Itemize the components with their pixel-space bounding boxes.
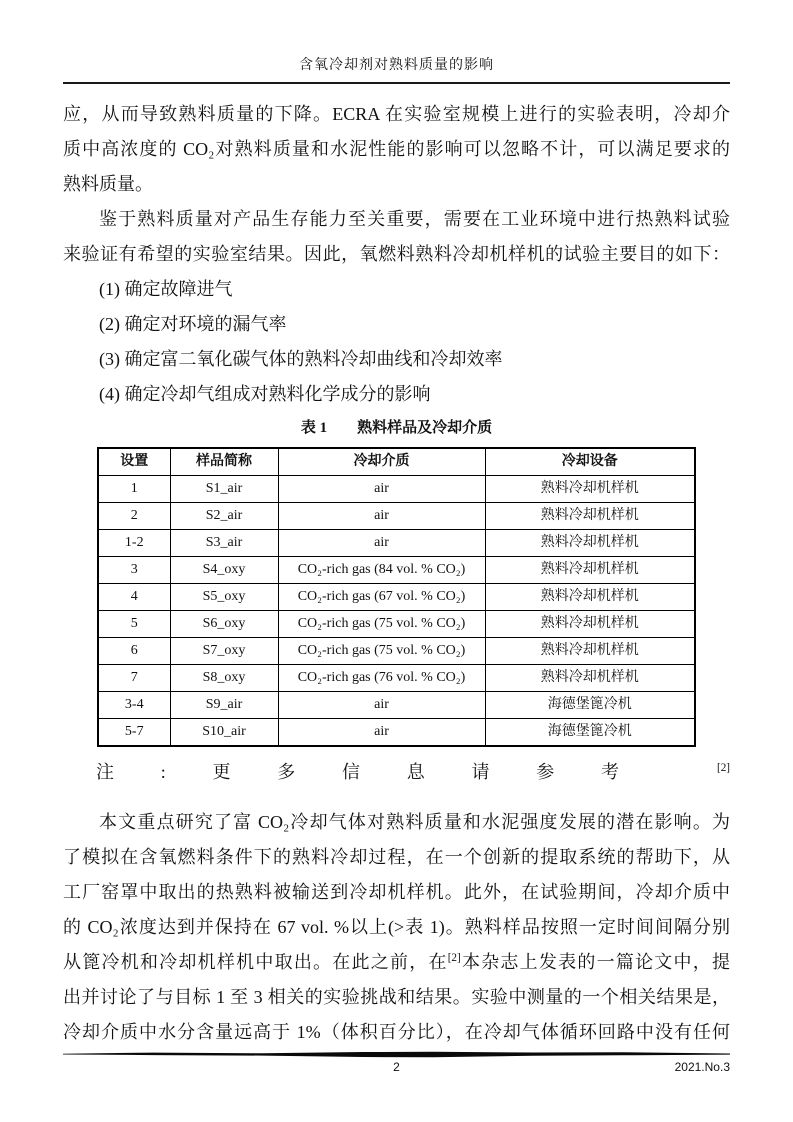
table-cell: 3-4 <box>98 692 170 719</box>
text-line: 本文重点研究了富 CO₂冷却气体对熟料质量和水泥强度发展的潜在影响。为 <box>99 812 730 832</box>
citation-superscript: [2] <box>447 952 461 964</box>
table-row <box>98 719 695 747</box>
table-cell: 3 <box>98 557 170 584</box>
table-cell: CO₂-rich gas (76 vol. % CO₂) <box>278 665 485 692</box>
table-cell: 熟料冷却机样机 <box>485 638 695 665</box>
table-cell: S9_air <box>170 692 278 719</box>
text-line: 来验证有希望的实验室结果。因此，氧燃料熟料冷却机样机的试验主要目的如下： <box>63 244 730 264</box>
page-header <box>63 0 730 84</box>
table-cell: 熟料冷却机样机 <box>485 530 695 557</box>
table-row <box>98 557 695 584</box>
table-cell: 熟料冷却机样机 <box>485 557 695 584</box>
table-cell: S1_air <box>170 476 278 503</box>
table-cell: S7_oxy <box>170 638 278 665</box>
table-cell: S6_oxy <box>170 611 278 638</box>
table-cell: 熟料冷却机样机 <box>485 665 695 692</box>
table-cell: air <box>278 719 485 747</box>
text-line: 应，从而导致熟料质量的下降。ECRA 在实验室规模上进行的实验表明，冷却介 <box>63 104 730 124</box>
table-cell: S5_oxy <box>170 584 278 611</box>
table-header-row <box>98 448 695 476</box>
table-row <box>98 503 695 530</box>
page-number: 2 <box>393 1060 400 1074</box>
text-line: 了模拟在含氧燃料条件下的熟料冷却过程，在一个创新的提取系统的帮助下，从 <box>63 847 730 867</box>
text-line: 冷却介质中水分含量远高于 1%（体积百分比），在冷却气体循环回路中没有任何 <box>63 1022 730 1042</box>
table-cell: 7 <box>98 665 170 692</box>
table-cell: S8_oxy <box>170 665 278 692</box>
table-row <box>98 476 695 503</box>
table-cell: 熟料冷却机样机 <box>485 476 695 503</box>
table-cell: CO₂-rich gas (84 vol. % CO₂) <box>278 557 485 584</box>
text-line: 质中高浓度的 CO₂对熟料质量和水泥性能的影响可以忽略不计，可以满足要求的 <box>63 139 730 159</box>
table-row <box>98 638 695 665</box>
table-caption <box>63 417 730 439</box>
table-row <box>98 584 695 611</box>
text-line: (1) 确定故障进气 <box>99 279 233 299</box>
table-cell: 6 <box>98 638 170 665</box>
table-row <box>98 692 695 719</box>
table-cell: CO₂-rich gas (75 vol. % CO₂) <box>278 638 485 665</box>
objective-list <box>63 272 730 412</box>
paragraph-discussion <box>63 805 730 1050</box>
paragraph-intro <box>63 97 730 202</box>
paragraph-objectives-lead <box>63 202 730 272</box>
table-cell: 5-7 <box>98 719 170 747</box>
table-cell: 1 <box>98 476 170 503</box>
issue-label: 2021.No.3 <box>674 1060 730 1074</box>
citation-superscript: [2] <box>716 762 730 774</box>
sample-cooling-table <box>97 447 696 747</box>
table-cell: 1-2 <box>98 530 170 557</box>
text-line: 熟料质量。 <box>63 174 153 194</box>
table-cell: air <box>278 530 485 557</box>
text-line: (3) 确定富二氧化碳气体的熟料冷却曲线和冷却效率 <box>99 349 503 369</box>
text-line: 出并讨论了与目标 1 至 3 相关的实验挑战和结果。实验中测量的一个相关结果是， <box>63 987 730 1007</box>
table-cell: S4_oxy <box>170 557 278 584</box>
table-cell: 熟料冷却机样机 <box>485 503 695 530</box>
text-line: (4) 确定冷却气组成对熟料化学成分的影响 <box>99 384 431 404</box>
table-body <box>98 476 695 747</box>
table-row <box>98 665 695 692</box>
table-row <box>98 530 695 557</box>
table-cell: S2_air <box>170 503 278 530</box>
text-line: 的 CO₂浓度达到并保持在 67 vol. %以上(>表 1)。熟料样品按照一定时间间隔分别 <box>63 917 730 937</box>
table-cell: S10_air <box>170 719 278 747</box>
text-line: 工厂窑罩中取出的热熟料被输送到冷却机样机。此外，在试验期间，冷却介质中 <box>63 882 730 902</box>
table-cell: air <box>278 692 485 719</box>
table-cell: 2 <box>98 503 170 530</box>
table-cell: 熟料冷却机样机 <box>485 611 695 638</box>
table-note <box>96 755 730 790</box>
text-line: 鉴于熟料质量对产品生存能力至关重要，需要在工业环境中进行热熟料试验 <box>99 209 730 229</box>
column-header: 冷却介质 <box>278 448 485 476</box>
page-content <box>63 0 730 1050</box>
table-cell: 海德堡篦冷机 <box>485 719 695 747</box>
table-row <box>98 611 695 638</box>
table-caption-label: 表 1 <box>300 420 328 436</box>
table-cell: CO₂-rich gas (75 vol. % CO₂) <box>278 611 485 638</box>
column-header: 冷却设备 <box>485 448 695 476</box>
column-header: 设置 <box>98 448 170 476</box>
table-cell: 4 <box>98 584 170 611</box>
table-cell: 5 <box>98 611 170 638</box>
running-title: 含氧冷却剂对熟料质量的影响 <box>299 58 494 73</box>
table-cell: CO₂-rich gas (67 vol. % CO₂) <box>278 584 485 611</box>
text-line: 注:更多信息请参考 [2] <box>96 762 730 782</box>
column-header: 样品简称 <box>170 448 278 476</box>
footer-rule <box>63 1051 730 1058</box>
table-cell: 熟料冷却机样机 <box>485 584 695 611</box>
table-cell: S3_air <box>170 530 278 557</box>
table-cell: 海德堡篦冷机 <box>485 692 695 719</box>
table-cell: air <box>278 503 485 530</box>
table-cell: air <box>278 476 485 503</box>
text-line: (2) 确定对环境的漏气率 <box>99 314 287 334</box>
table-caption-title: 熟料样品及冷却介质 <box>357 420 493 436</box>
text-line: 从篦冷机和冷却机样机中取出。在此之前，在[2]本杂志上发表的一篇论文中，提 <box>63 952 730 972</box>
